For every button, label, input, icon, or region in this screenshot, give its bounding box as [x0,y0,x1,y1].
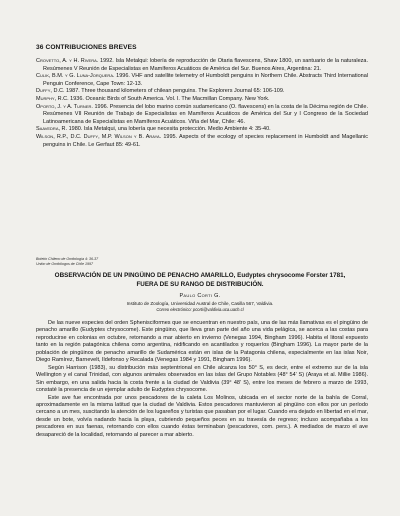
reference-text: 1996. Presencia del lobo marino común sudamericano (O. flavescens) en la costa de la Décima región de Chile. Resúmenes VII Reunión de Trabajo de Especialistas en Mamíferos Acuáticos de América del Sur y I Congreso de la Sociedad Latinoamericana de Especialistas en Mamíferos Acuáticos. Viña del Mar, Chile: 46. [43,103,368,125]
author-affiliation [0,301,400,313]
reference-text: 1996. VHF and satellite telemetry of Humboldt penguins in Northern Chile. Abstracts Third International Penguin Conference, Cape Town: 12-13. [43,73,368,87]
source-note-journal: Boletín Chileno de Ornitología 4: 36-37 [36,257,99,261]
reference-entry [36,134,368,149]
reference-entry [36,88,368,96]
reference-text: 1987. Three thousand kilometers of chilean penguins. The Explorers Journal 65: 106-109. [64,88,285,95]
article-title: OBSERVACIÓN DE UN PINGÜINO DE PENACHO AMARILLO, Eudyptes chrysocome Forster 1781, FUERA DE SU RANGO DE DISTRIBUCIÓN. [54,272,346,288]
reference-list [36,58,368,149]
running-head: 36 CONTRIBUCIONES BREVES [36,44,137,51]
reference-text: 1936. Oceanic Birds of South America. Vol. I. The Macmillan Company. New York. [68,95,270,102]
reference-text: 1992. Isla Metalqui: lobería de reproducción de Otaria flavescens, Shaw 1800, un santuario de la naturaleza. Resúmenes V Reunión de Especialistas en Mamíferos Acuáticos de América del Sur. Buenos Aires, Argentina: 21. [43,58,368,72]
reference-authors: Saavedra, R. [36,126,68,133]
reference-authors: Oporto, J. y A. Turner. [36,103,93,110]
reference-text: 1980. Isla Metalqui, una lobería que necesita protección. Medio Ambiente 4: 35-40. [67,126,271,133]
reference-text: 1995. Aspects of the ecology of species replacement in Humboldt and Magellanic penguins in Chile. Le Gerfaut 85: 49-61. [43,133,368,148]
body-paragraph: De las nueve especies del orden Sphenisciformes que se encuentran en nuestro país, una de las más llamativas es el pingüino de penacho amarillo (Eudyptes chrysocome). Este pingüino, que lleva gran parte del año una vida pelágica, se acerca a las costas para reproducirse en colonias en octubre, retornando a mar abierto en invierno (Venegas 1994, Bingham 1996). Habita el litoral expuesto tanto en la región patagónica chilena como argentina, nidificando en acantilados y roqueríos (Bingham 1996). La mayor parte de la población de pingüinos de penacho amarillo de Sudamérica están en islas de la Patagonia chilena, especialmente en las islas Noir, Diego Ramírez, Barnevelt, Ildefonso y Recalada (Venegas 1984 y 1991, Bingham 1996). [36,320,368,364]
reference-entry [36,104,368,127]
article-body [36,320,368,439]
article-author: Paulo Corti G. [179,293,221,299]
reference-entry [36,96,368,104]
body-paragraph: Según Harrison (1983), su distribución más septentrional en Chile alcanza los 50° S, es decir, entre el extremo sur de la isla Wellington y el canal Trinidad, con algunos animales observados en las islas del Grupo Notables (48° 54' S) (Araya et al. Millie 1986). Sin embargo, en una salida hacia la costa frente a la ciudad de Valdivia (39° 48' S), entre los meses de febrero a marzo de 1993, constaté la presencia de un ejemplar adulto de Eudyptes chrysocome. [36,364,368,394]
reference-entry [36,73,368,88]
affiliation-address: Instituto de Zoología, Universidad Austral de Chile, Casilla 567, Valdivia. [126,301,274,306]
body-paragraph: Este ave fue encontrada por unos pescadores de la caleta Los Molinos, ubicada en el sector norte de la bahía de Corral, aproximadamente en la misma latitud que la ciudad de Valdivia. Estos pescadores mantuvieron al pingüino con ellos por un período cercano a un mes, suscitando la atención de los lugareños y turistas que pasaban por el lugar. Cuando era dejado en libertad en el mar, desde un bote, volvía nadando hacia la playa, cubriendo pequeños peces en su travesía de regreso; incluso acompañaba a los pescadores en sus faenas, retornando con ellos cuando éstas terminaban (pescadores, com. pers.). A mediados de marzo el ave desapareció de la localidad, retornando al parecer a mar abierto. [36,394,368,438]
reference-entry [36,58,368,73]
reference-authors: Culik, B.M. y G. Luna-Jorquera. [36,73,115,80]
reference-entry [36,126,368,134]
reference-authors: Duffy, D.C. [36,88,65,95]
reference-authors: Wilson, R.P., D.C. Duffy, M.P. Wilson y B. Araya. [36,133,162,140]
author-email: Correo electrónico: pcorti@valdivia.uca.uach.cl [156,307,244,312]
source-note-publisher: Unión de Ornitólogos de Chile 1997 [36,261,93,266]
reference-authors: Crovetto, A. y H. Rivera. [36,58,99,64]
source-note [36,257,98,266]
reference-authors: Murphy, R.C. [36,95,69,102]
